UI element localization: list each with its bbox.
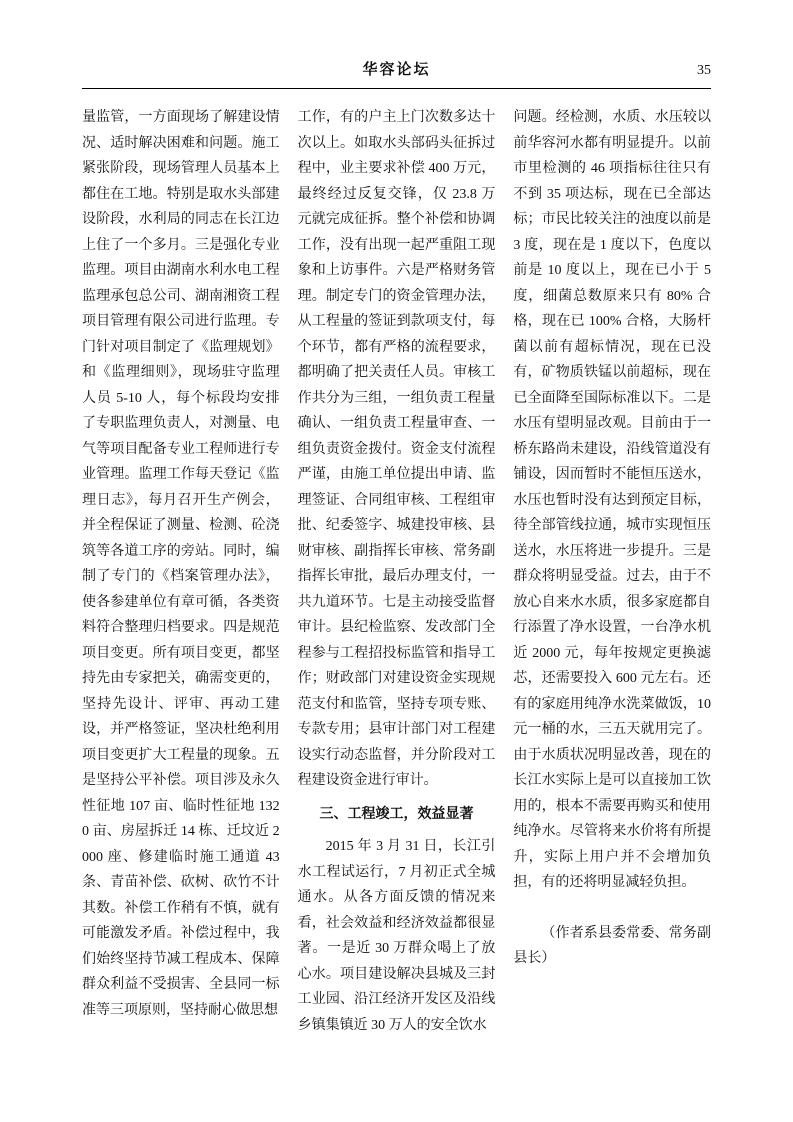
- text-column-1: [82, 105, 280, 1065]
- text-columns: [82, 105, 711, 1065]
- header-rule: [82, 88, 711, 89]
- author-attribution: （作者系县委常委、常务副县长）: [513, 925, 711, 966]
- body-paragraph: 2015 年 3 月 31 日，长江引水工程试运行，7 月初正式全城通水。从各方面反馈的情况来看，社会效益和经济效益都很显著。一是近 30 万群众喝上了放心水。项目建设解决县城及三封工业园、沿江经济开发区及沿线乡镇集镇近 30 万人的安全饮水: [297, 839, 496, 1033]
- body-paragraph: 量监管，一方面现场了解建设情况、适时解决困难和问题。施工紧张阶段，现场管理人员基本上都住在工地。特别是取水头部建设阶段，水利局的同志在长江边上住了一个多月。三是强化专业监理。项目由湖南水利水电工程监理承包总公司、湖南湘资工程项目管理有限公司进行监理。专门针对项目制定了《监理规划》和《监理细则》，现场驻守监理人员 5-10 人，每个标段均安排了专职监理负责人，对测量、电气等项目配备专业工程师进行专业管理。监理工作每天登记《监理日志》，每月召开生产例会，并全程保证了测量、检测、砼浇筑等各道工序的旁站。同时，编制了专门的《档案管理办法》，使各参建单位有章可循，各类资料符合整理归档要求。四是规范项目变更。所有项目变更，都坚持先由专家把关，确需变更的，坚持先设计、评审、再动工建设，并严格签证，坚决杜绝利用项目变更扩大工程量的现象。五是坚持公平补偿。项目涉及永久性征地 107 亩、临时性征地 1320 亩、房屋拆迁 14 栋、迁坟近 2000 座、修建临时施工通道 43 条、青苗补偿、砍树、砍竹不计其数。补偿工作稍有不慎，就有可能激发矛盾。补偿过程中，我们始终坚持节减工程成本、保障群众利益不受损害、全县同一标准等三项原则，坚持耐心做思想: [82, 110, 280, 1018]
- text-column-3: [513, 105, 711, 1065]
- text-column-2: [298, 105, 496, 1065]
- body-paragraph: 问题。经检测，水质、水压较以前华容河水都有明显提升。以前市里检测的 46 项指标往往只有不到 35 项达标，现在已全部达标；市民比较关注的浊度以前是 3 度，现在是 1 度以下，色度以前是 10 度以上，现在已小于 5 度，细菌总数原来只有 80% 合格，现在已 100% 合格，大肠杆菌以前有超标情况，现在已没有，矿物质铁锰以前超标，现在已全面降至国际标准以下。二是水压有望明显改观。目前由于一桥东路尚未建设，沿线管道没有铺设，因而暂时不能恒压送水，水压也暂时没有达到预定目标，待全部管线拉通，城市实现恒压送水，水压将进一步提升。三是群众将明显受益。过去，由于不放心自来水水质，很多家庭都自行添置了净水设置，一台净水机近 2000 元，每年按规定更换滤芯，还需要投入 600 元左右。还有的家庭用纯净水洗菜做饭，10 元一桶的水，三五天就用完了。由于水质状况明显改善，现在的长江水实际上是可以直接加工饮用的，根本不需要再购买和使用纯净水。尽管将来水价将有所提升，实际上用户并不会增加负担，有的还将明显减轻负担。: [513, 110, 711, 890]
- body-paragraph: 工作，有的户主上门次数多达十次以上。如取水头部码头征拆过程中，业主要求补偿 400 万元，最终经过反复交锋，仅 23.8 万元就完成征拆。整个补偿和协调工作，没有出现一起严重阻工现象和上访事件。六是严格财务管理。制定专门的资金管理办法，从工程量的签证到款项支付，每个环节，都有严格的流程要求，都明确了把关责任人员。审核工作共分为三组，一组负责工程量确认、一组负责工程量审查、一组负责资金拨付。资金支付流程严谨，由施工单位提出申请、监理签证、合同组审核、工程组审批、纪委签字、城建投审核、县财审核、副指挥长审核、常务副指挥长审批，最后办理支付，一共九道环节。七是主动接受监督审计。县纪检监察、发改部门全程参与工程招投标监管和指导工作；财政部门对建设资金实现规范支付和监管，坚持专项专账、专款专用；县审计部门对工程建设实行动态监督，并分阶段对工程建设资金进行审计。: [297, 110, 496, 788]
- section-heading: 三、工程竣工，效益显著: [319, 806, 474, 822]
- page-number: 35: [697, 63, 711, 78]
- page-header: [82, 58, 711, 79]
- journal-title: 华容论坛: [362, 62, 431, 78]
